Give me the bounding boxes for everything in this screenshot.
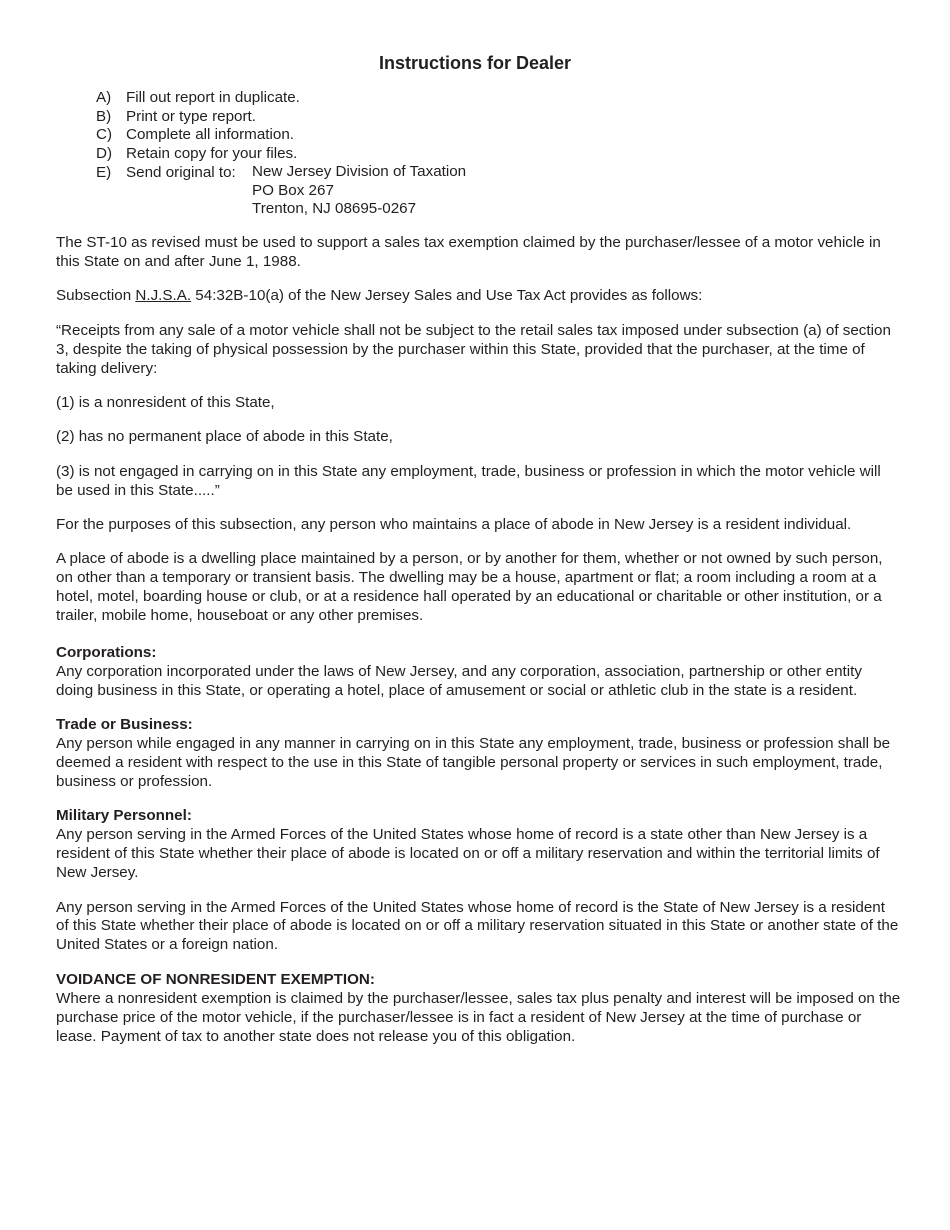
trade-section [56, 716, 901, 792]
quote-paragraph: “Receipts from any sale of a motor vehicle shall not be subject to the retail sales tax imposed under subsection (a) of section 3, despite the taking of physical possession by the purchaser within this State, provided that the purchaser, at the time of taking delivery: [56, 321, 891, 377]
corporations-text: Any corporation incorporated under the laws of New Jersey, and any corporation, association, partnership or other entity doing business in this State, or operating a hotel, place of amusement or social or athletic club in the state is a resident. [56, 663, 862, 699]
corporations-section [56, 644, 901, 701]
military-section [56, 807, 901, 883]
document-body [56, 234, 901, 1062]
step-item [96, 145, 300, 164]
address-line: PO Box 267 [252, 181, 334, 199]
step-text: Fill out report in duplicate. [126, 89, 300, 106]
military-heading: Military Personnel: [56, 807, 192, 825]
step-text: Print or type report. [126, 107, 256, 125]
step-text: Complete all information. [126, 126, 294, 144]
address-line: Trenton, NJ 08695-0267 [252, 200, 417, 218]
step-letter: C) [96, 126, 113, 144]
voidance-heading: VOIDANCE OF NONRESIDENT EXEMPTION: [56, 970, 375, 988]
step-text: Send original to: [126, 163, 236, 181]
condition-2: (2) has no permanent place of abode in this State, [56, 428, 393, 446]
voidance-text: Where a nonresident exemption is claimed by the purchaser/lessee, sales tax plus penalty and interest will be imposed on the purchase price of the motor vehicle, if the purchaser/lessee is in fact a resident of New Jersey at the time of purchase or lease. Payment of tax to another state does not release you of this obligation. [56, 989, 901, 1045]
step-item [96, 89, 300, 108]
military-text-2: Any person serving in the Armed Forces of the United States whose home of record is the State of New Jersey is a resident of this State whether their place of abode is located on or off a military reservation situated in this State or another state of the United States or a foreign nation. [56, 898, 899, 954]
resident-note: For the purposes of this subsection, any person who maintains a place of abode in New Jersey is a resident individual. [56, 516, 852, 534]
trade-heading: Trade or Business: [56, 716, 193, 734]
subsection-paragraph [56, 287, 901, 306]
statute-citation: N.J.S.A. [135, 287, 192, 305]
subsection-before: Subsection [56, 287, 136, 305]
corporations-heading: Corporations: [56, 644, 157, 662]
subsection-after: 54:32B-10(a) of the New Jersey Sales and Use Tax Act provides as follows: [191, 287, 703, 305]
intro-paragraph: The ST-10 as revised must be used to support a sales tax exemption claimed by the purchaser/lessee of a motor vehicle in this State on and after June 1, 1988. [56, 234, 881, 270]
condition-3: (3) is not engaged in carrying on in this State any employment, trade, business or profession in which the motor vehicle will be used in this State.....” [56, 462, 881, 499]
step-letter: B) [96, 107, 112, 125]
step-letter: E) [96, 163, 112, 181]
trade-text: Any person while engaged in any manner in carrying on in this State any employment, trade, business or profession shall be deemed a resident with respect to the use in this State of tangible personal property or services in such employment, trade, business or profession. [56, 735, 891, 791]
condition-1: (1) is a nonresident of this State, [56, 393, 275, 411]
voidance-section [56, 971, 901, 1047]
step-item [96, 108, 300, 127]
military-text: Any person serving in the Armed Forces of the United States whose home of record is a state other than New Jersey is a resident of this State whether their place of abode is located on or off a military reservation and within the territorial limits of New Jersey. [56, 826, 880, 882]
address-line: New Jersey Division of Taxation [252, 163, 467, 180]
abode-definition: A place of abode is a dwelling place maintained by a person, or by another for them, whether or not owned by such person, on other than a temporary or transient basis. The dwelling may be a house, apartment or flat; a room including a room at a hotel, motel, boarding house or club, or at a residence hall operated by an educational or charitable or other institution, or a trailer, mobile home, houseboat or any other premises. [56, 550, 883, 625]
step-letter: D) [96, 145, 113, 163]
step-item [96, 126, 300, 145]
step-letter: A) [96, 89, 112, 106]
step-text: Retain copy for your files. [126, 145, 298, 163]
mailing-address [252, 163, 466, 219]
page-title: Instructions for Dealer [378, 53, 572, 73]
